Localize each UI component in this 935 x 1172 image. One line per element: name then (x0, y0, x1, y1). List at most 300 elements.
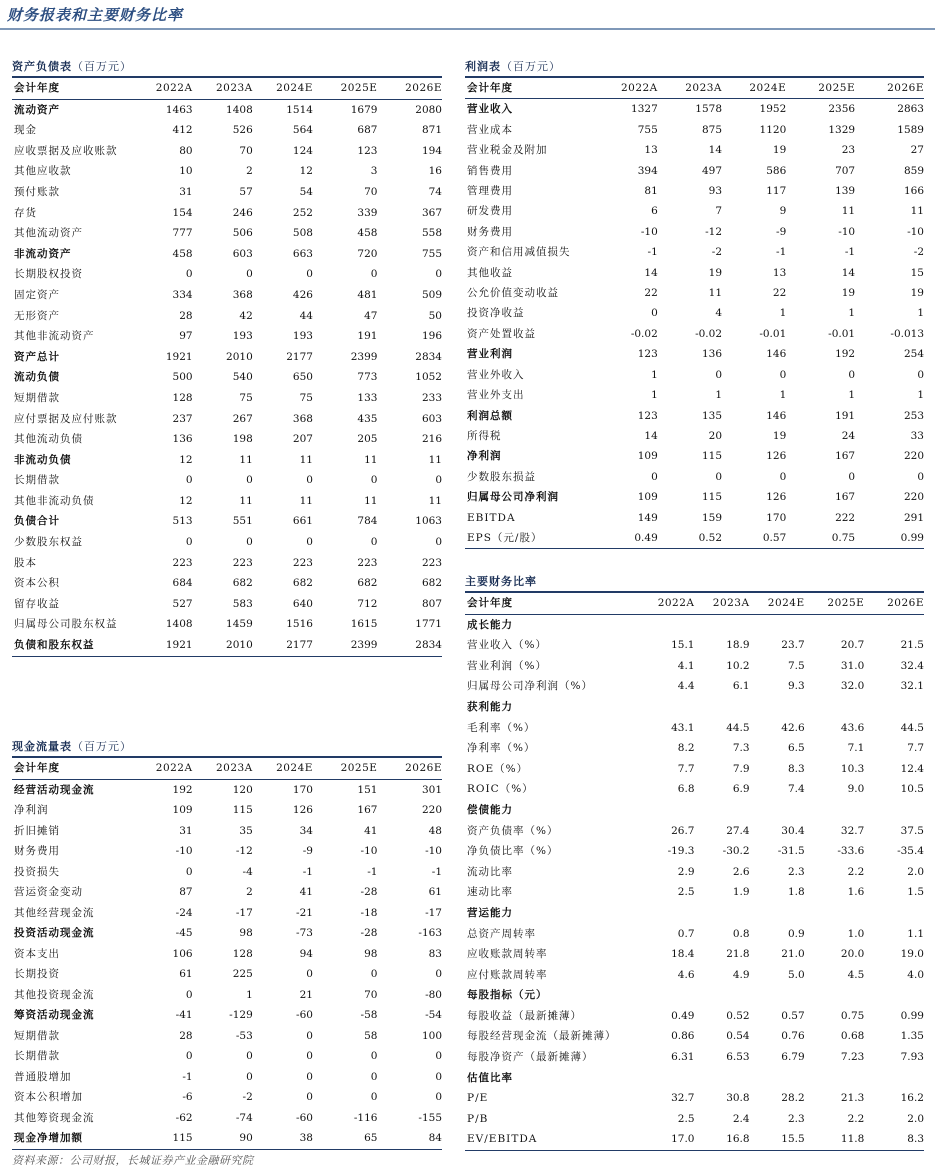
row-label: 每股收益（最新摊薄） (467, 1009, 582, 1022)
row-value: 70 (239, 144, 253, 157)
table-row (12, 244, 442, 265)
row-value: -60 (296, 1009, 313, 1021)
table-row (12, 985, 442, 1006)
row-value: 124 (292, 144, 313, 157)
row-value: 94 (299, 947, 313, 960)
row-value: -41 (175, 1009, 193, 1021)
row-value: 2.2 (847, 1112, 865, 1125)
row-value: 70 (364, 185, 378, 198)
row-label: 其他非流动负债 (14, 494, 95, 507)
row-value: 109 (172, 804, 193, 816)
cash-flow-block (12, 740, 442, 1150)
balance-sheet-table (12, 78, 442, 657)
row-value: 106 (172, 947, 193, 960)
row-value: 506 (232, 227, 253, 240)
row-value: 2.2 (847, 865, 865, 878)
row-value: 167 (835, 450, 856, 463)
row-value: 412 (172, 124, 193, 137)
column-header-year: 2026E (855, 78, 924, 99)
column-header-label: 会计年度 (12, 758, 132, 779)
row-value: 222 (835, 511, 856, 524)
row-value: 6.31 (671, 1051, 695, 1064)
row-label: 资产总计 (14, 350, 60, 363)
table-row (12, 264, 442, 285)
row-label: 销售费用 (467, 164, 513, 177)
row-value: 1952 (759, 103, 787, 116)
row-value: 0 (185, 474, 193, 487)
row-value: 1578 (695, 103, 723, 116)
row-value: -10 (907, 225, 924, 238)
row-value: 6 (651, 205, 658, 218)
row-value: 4.6 (677, 968, 695, 981)
row-value: 192 (835, 348, 856, 361)
row-value: 191 (357, 330, 378, 343)
row-value: -0.02 (695, 327, 723, 340)
row-value: 1 (779, 307, 787, 320)
table-section-row (465, 903, 924, 924)
table-row (465, 365, 924, 385)
row-value: -2 (913, 246, 924, 259)
row-value: -10 (838, 225, 856, 238)
income-statement-block (465, 60, 924, 549)
row-value: 126 (766, 491, 787, 504)
row-value: 6.53 (726, 1051, 750, 1064)
row-value: 246 (232, 206, 253, 219)
row-value: 1 (917, 307, 924, 320)
row-value: 31 (179, 185, 193, 198)
row-value: 435 (357, 412, 378, 425)
table-row (465, 944, 924, 965)
row-value: -24 (175, 906, 193, 919)
row-value: 135 (701, 409, 723, 422)
row-value: 2399 (350, 350, 378, 363)
row-value: -35.4 (897, 845, 924, 858)
row-label: 流动资产 (14, 103, 60, 116)
row-value: 0 (435, 536, 442, 549)
row-label: 资产和信用减值损失 (467, 246, 571, 259)
row-value: 12 (299, 165, 313, 178)
table-row (465, 841, 924, 862)
row-label: EV/EBITDA (465, 1129, 639, 1150)
row-value: 8.2 (677, 742, 695, 755)
row-value: 11 (299, 453, 313, 466)
row-value: -155 (418, 1111, 442, 1124)
row-value (805, 903, 865, 924)
row-value: -0.01 (759, 327, 787, 340)
table-section-row (465, 697, 924, 718)
table-row (12, 141, 442, 162)
row-value: 0 (306, 536, 313, 549)
column-header-year: 2024E (253, 78, 313, 99)
row-value: 123 (357, 144, 378, 157)
table-row (12, 367, 442, 388)
row-value: 223 (172, 556, 193, 569)
row-value: 7.1 (847, 742, 865, 755)
row-value: 27.4 (726, 824, 750, 837)
cash-flow-unit: （百万元） (72, 740, 132, 753)
row-value: 0.76 (781, 1030, 805, 1043)
row-value: 13 (644, 144, 658, 157)
row-label: 净利润 (467, 450, 502, 463)
row-value: 0.99 (900, 1009, 924, 1022)
row-value: -116 (353, 1111, 378, 1124)
row-value: 0.57 (722, 528, 786, 549)
row-label: 归属母公司股东权益 (14, 618, 118, 631)
table-section-row (465, 800, 924, 821)
row-label: 财务费用 (467, 225, 513, 238)
row-value: 84 (377, 1128, 442, 1149)
row-label: 归属母公司净利润（%） (467, 680, 593, 693)
column-header-year: 2023A (658, 78, 722, 99)
table-row (465, 528, 924, 549)
row-value: 31 (179, 824, 193, 837)
table-row (12, 964, 442, 985)
row-value: 35 (239, 824, 253, 837)
table-row (465, 181, 924, 201)
row-value: 682 (292, 577, 313, 590)
balance-sheet-unit: （百万元） (72, 60, 132, 73)
row-value: 9 (779, 205, 787, 218)
row-value: 720 (357, 247, 378, 260)
table-row (465, 406, 924, 426)
row-value: 4 (715, 307, 723, 320)
row-value: 0 (435, 968, 442, 980)
table-row (465, 487, 924, 507)
column-header-year: 2026E (864, 593, 924, 614)
key-ratios-title (465, 575, 924, 589)
row-value: 21.5 (900, 639, 924, 652)
row-value: 2.9 (677, 865, 695, 878)
row-value: 6.5 (787, 742, 805, 755)
row-value: 661 (292, 515, 313, 528)
table-row (12, 1087, 442, 1108)
row-value: 151 (357, 783, 378, 796)
row-label: 负债合计 (14, 515, 60, 528)
row-label: 少数股东权益 (14, 536, 83, 549)
page-title: 财务报表和主要财务比率 (7, 6, 184, 24)
row-value: 1408 (226, 103, 253, 116)
row-label: 其他非流动资产 (14, 330, 95, 343)
row-value (864, 697, 924, 718)
row-value: 11 (364, 453, 378, 466)
row-value: 42 (239, 309, 253, 322)
row-value: 497 (701, 164, 723, 177)
table-row (12, 635, 442, 656)
row-value (805, 985, 865, 1006)
row-label: 其他应收款 (14, 165, 72, 178)
row-label: 流动比率 (467, 865, 513, 878)
row-value: -10 (640, 225, 658, 238)
row-value: 0 (917, 470, 924, 483)
row-value: 223 (232, 556, 253, 569)
row-value: -21 (296, 906, 313, 919)
row-value: -129 (229, 1009, 253, 1021)
row-value: 1 (779, 389, 787, 402)
table-row (12, 470, 442, 491)
column-header-year: 2025E (313, 78, 378, 99)
table-row (12, 882, 442, 903)
column-header-label: 会计年度 (465, 78, 594, 99)
row-value: 16.8 (695, 1129, 750, 1150)
row-value: 1615 (350, 618, 378, 631)
row-value: -1 (776, 246, 787, 259)
row-value: 1679 (350, 103, 378, 116)
row-value: 11 (239, 453, 253, 466)
row-value: -73 (296, 927, 313, 939)
row-value: 0 (370, 968, 378, 980)
row-value: 14 (644, 429, 658, 442)
row-value: 0.8 (732, 927, 750, 940)
row-value (750, 985, 805, 1006)
row-label: 现金 (14, 124, 37, 137)
row-value (695, 903, 750, 924)
row-value: 11 (708, 287, 723, 300)
row-value: -9 (302, 845, 313, 857)
row-value: 2834 (377, 635, 442, 656)
table-row (465, 882, 924, 903)
row-value: -2 (711, 246, 723, 259)
row-value: 640 (292, 597, 313, 610)
row-value: 0 (185, 536, 193, 549)
row-label: 无形资产 (14, 309, 60, 322)
row-value: 237 (172, 412, 193, 425)
row-value: 8.3 (864, 1129, 924, 1150)
row-value (864, 800, 924, 821)
row-label: 普通股增加 (14, 1070, 72, 1083)
row-value: 19 (708, 266, 723, 279)
column-header-year: 2025E (805, 593, 865, 614)
row-value: 6.1 (732, 680, 750, 693)
row-value: 7.7 (907, 742, 924, 755)
row-value: 115 (701, 491, 723, 504)
balance-sheet-title (12, 60, 442, 74)
row-value: 1921 (165, 350, 193, 363)
row-label: 每股指标（元） (467, 989, 548, 1002)
row-value: -62 (175, 1111, 193, 1124)
row-value: 20.7 (840, 639, 865, 652)
row-label: 负债和股东权益 (12, 635, 132, 656)
row-value (805, 614, 865, 635)
column-header-year: 2026E (377, 78, 442, 99)
row-value: 1120 (759, 123, 787, 136)
row-value: 0 (246, 268, 253, 281)
row-value: 0 (917, 368, 924, 381)
row-value: -10 (425, 845, 442, 857)
row-value: 43.6 (840, 721, 865, 734)
table-row (465, 467, 924, 487)
row-value: 149 (637, 511, 658, 524)
row-value: 5.0 (787, 968, 805, 981)
row-label: 总资产周转率 (467, 927, 536, 940)
row-value: 20 (708, 429, 723, 442)
table-row (12, 491, 442, 512)
row-value: 1327 (631, 103, 658, 116)
row-value: 136 (701, 348, 723, 361)
row-value: 367 (421, 206, 442, 219)
row-label: 资本公积 (14, 577, 60, 590)
row-label: EPS（元/股） (465, 528, 594, 549)
row-value: 0 (306, 1070, 313, 1083)
row-label: 其他流动负债 (14, 433, 83, 446)
row-value: 220 (421, 804, 442, 816)
table-row (465, 161, 924, 181)
table-row (465, 718, 924, 739)
row-value: 527 (172, 597, 193, 610)
row-value: 0 (185, 865, 193, 878)
income-statement-header-row (465, 78, 924, 99)
row-value: 1.9 (732, 886, 750, 899)
row-value: 2010 (226, 350, 253, 363)
row-value: 426 (292, 288, 313, 301)
table-row (465, 965, 924, 986)
balance-sheet-title-text: 资产负债表 (12, 60, 72, 73)
row-value: 0.75 (840, 1009, 865, 1022)
table-row (12, 120, 442, 141)
row-value: 4.5 (847, 968, 865, 981)
row-value: 500 (172, 371, 193, 384)
row-value: 1921 (132, 635, 192, 656)
row-value: 48 (428, 824, 442, 837)
table-row (12, 923, 442, 944)
row-value: 4.9 (732, 968, 750, 981)
row-value: -54 (425, 1009, 442, 1021)
table-row (465, 759, 924, 780)
row-value: 193 (232, 330, 253, 343)
row-value: -0.01 (828, 327, 856, 340)
row-value: 34 (299, 824, 313, 837)
row-label: 净负债比率（%） (467, 845, 559, 858)
row-label: 营业利润（%） (467, 659, 547, 672)
row-value (864, 1068, 924, 1089)
table-row (465, 99, 924, 120)
table-row (465, 676, 924, 697)
row-value: 43.1 (671, 721, 695, 734)
row-value: 191 (835, 409, 856, 422)
cash-flow-title (12, 740, 442, 754)
row-value: -19.3 (667, 845, 695, 858)
row-value: 0 (715, 368, 723, 381)
row-value: -10 (175, 845, 193, 857)
row-value (805, 800, 865, 821)
cash-flow-title-text: 现金流量表 (12, 740, 72, 753)
row-value: 128 (232, 947, 253, 960)
row-value: 21 (299, 988, 313, 1001)
column-header-year: 2024E (750, 593, 805, 614)
table-row (12, 532, 442, 553)
row-value: -2 (242, 1091, 253, 1103)
row-label: 管理费用 (467, 185, 513, 198)
row-value (864, 985, 924, 1006)
row-value: 0 (651, 470, 658, 483)
column-header-year: 2022A (639, 593, 694, 614)
row-value: 394 (637, 164, 658, 177)
row-value: 0 (435, 1070, 442, 1083)
row-value: 7 (715, 205, 723, 218)
row-value: 0 (185, 268, 193, 281)
row-value: 1 (246, 988, 253, 1001)
row-value: 0 (715, 470, 723, 483)
row-value: 11.8 (805, 1129, 865, 1150)
row-value: 198 (232, 433, 253, 446)
row-value: 115 (232, 804, 253, 816)
row-value: 93 (708, 185, 723, 198)
row-label: P/E (467, 1092, 489, 1105)
row-value: 58 (364, 1029, 378, 1042)
table-row (12, 182, 442, 203)
row-value: 603 (421, 412, 442, 425)
row-value: 0.75 (786, 528, 855, 549)
row-label: 预付账款 (14, 185, 60, 198)
row-value: 223 (357, 556, 378, 569)
row-value: -45 (175, 927, 193, 939)
row-value: 0 (185, 1050, 193, 1062)
row-value (639, 614, 694, 635)
column-header-year: 2024E (722, 78, 786, 99)
row-value: 509 (421, 288, 442, 301)
row-label: 营业外收入 (467, 368, 525, 381)
row-value: 32.1 (900, 680, 924, 693)
row-value: 10.3 (840, 762, 865, 775)
row-value: 16.2 (900, 1092, 924, 1105)
row-value: 1.35 (900, 1030, 924, 1043)
row-label: 存货 (14, 206, 37, 219)
row-value: 7.9 (732, 762, 750, 775)
row-label: ROIC（%） (467, 783, 534, 796)
row-value: 80 (179, 144, 193, 157)
row-value: -58 (360, 1009, 378, 1021)
table-row (12, 862, 442, 883)
row-value (864, 903, 924, 924)
row-value: -0.02 (630, 327, 658, 340)
row-value: 24 (841, 429, 856, 442)
row-value: 1 (651, 389, 658, 402)
table-section-row (465, 614, 924, 635)
table-row (465, 635, 924, 656)
row-value (805, 1068, 865, 1089)
row-label: 营业成本 (467, 123, 513, 136)
row-value: 2177 (286, 350, 313, 363)
row-label: 研发费用 (467, 205, 513, 218)
row-value: 368 (232, 288, 253, 301)
table-row (12, 1128, 442, 1149)
row-value: 7.3 (732, 742, 750, 755)
table-row (12, 800, 442, 821)
table-row (12, 1108, 442, 1129)
title-divider (0, 28, 935, 30)
row-value: 682 (232, 577, 253, 590)
row-value: 682 (357, 577, 378, 590)
row-value: 0.7 (677, 927, 695, 940)
table-row (465, 283, 924, 303)
row-value: 583 (232, 597, 253, 610)
row-value: 0.49 (594, 528, 658, 549)
table-row (465, 303, 924, 323)
income-statement-unit: （百万元） (501, 60, 561, 73)
row-value: 508 (292, 227, 313, 240)
row-value: 0 (370, 1091, 378, 1103)
row-value: 192 (172, 783, 193, 796)
row-value: 2.3 (787, 1112, 805, 1125)
row-label: 资本公积增加 (14, 1091, 83, 1103)
row-value: -33.6 (837, 845, 865, 858)
row-value: 1516 (286, 618, 313, 631)
row-value: 136 (172, 433, 193, 446)
row-label: 其他经营现金流 (14, 906, 95, 919)
row-value: 170 (292, 783, 313, 796)
balance-sheet-header-row (12, 78, 442, 99)
table-row (465, 324, 924, 344)
row-value: 42.6 (781, 721, 805, 734)
